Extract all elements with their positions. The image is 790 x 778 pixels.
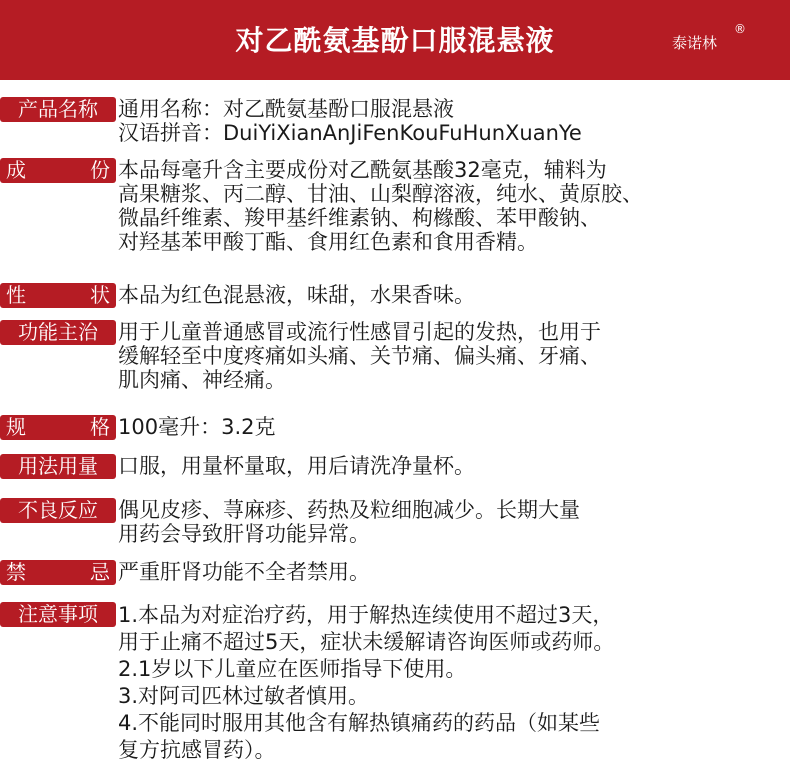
label-usage: 用法用量 xyxy=(0,454,116,479)
brand-logo-text: 泰诺林 xyxy=(672,34,718,52)
text-line: 复方抗感冒药）。 xyxy=(118,738,276,762)
label-char: 忌 xyxy=(90,560,110,584)
content-appearance xyxy=(118,283,786,307)
content-ingredients xyxy=(118,158,786,254)
header-banner xyxy=(0,0,790,80)
label-char: 规 xyxy=(6,415,26,439)
content-contraindications xyxy=(118,560,786,584)
label-char: 格 xyxy=(90,415,110,439)
content-precautions xyxy=(118,602,786,764)
label-char: 成 xyxy=(6,158,26,182)
label-char: 性 xyxy=(6,283,26,307)
text-line: 口服，用量杯量取，用后请洗净量杯。 xyxy=(118,454,475,478)
text-line: 偶见皮疹、荨麻疹、药热及粒细胞减少。长期大量 xyxy=(118,498,580,522)
content-specification xyxy=(118,415,786,439)
label-contraindications xyxy=(0,560,116,585)
label-specification xyxy=(0,415,116,440)
text-line: 4.不能同时服用其他含有解热镇痛药的药品（如某些 xyxy=(118,711,601,735)
label-appearance xyxy=(0,283,116,308)
label-ingredients xyxy=(0,158,116,183)
label-adverse-reactions: 不良反应 xyxy=(0,498,116,523)
text-line: 通用名称：对乙酰氨基酚口服混悬液 xyxy=(118,97,454,121)
text-line: 肌肉痛、神经痛。 xyxy=(118,368,286,392)
registered-mark: ® xyxy=(734,22,746,36)
text-line: 用药会导致肝肾功能异常。 xyxy=(118,522,370,546)
text-line: 1.本品为对症治疗药，用于解热连续使用不超过3天， xyxy=(118,603,614,627)
content-usage xyxy=(118,454,786,478)
label-precautions: 注意事项 xyxy=(0,602,116,627)
label-char: 份 xyxy=(90,158,110,182)
text-line: 用于止痛不超过5天，症状未缓解请咨询医师或药师。 xyxy=(118,630,615,654)
product-title: 对乙酰氨基酚口服混悬液 xyxy=(235,24,555,57)
text-line: 2.1岁以下儿童应在医师指导下使用。 xyxy=(118,657,467,681)
text-line: 本品为红色混悬液，味甜，水果香味。 xyxy=(118,283,475,307)
text-line: 微晶纤维素、羧甲基纤维素钠、枸橼酸、苯甲酸钠、 xyxy=(118,206,601,230)
content-adverse-reactions xyxy=(118,498,786,546)
text-line: 缓解轻至中度疼痛如头痛、关节痛、偏头痛、牙痛、 xyxy=(118,344,601,368)
text-line: 严重肝肾功能不全者禁用。 xyxy=(118,560,370,584)
text-line: 用于儿童普通感冒或流行性感冒引起的发热，也用于 xyxy=(118,320,601,344)
content-product-name xyxy=(118,97,786,145)
label-product-name: 产品名称 xyxy=(0,97,116,122)
label-indications: 功能主治 xyxy=(0,320,116,345)
text-line: 本品每毫升含主要成份对乙酰氨基酸32毫克，辅料为 xyxy=(118,158,607,182)
text-line: 高果糖浆、丙二醇、甘油、山梨醇溶液，纯水、黄原胶、 xyxy=(118,182,643,206)
text-line: 3.对阿司匹林过敏者慎用。 xyxy=(118,684,370,708)
label-char: 禁 xyxy=(6,560,26,584)
text-line: 对羟基苯甲酸丁酯、食用红色素和食用香精。 xyxy=(118,230,538,254)
label-char: 状 xyxy=(90,283,110,307)
text-line: 100毫升：3.2克 xyxy=(118,415,276,439)
content-indications xyxy=(118,320,786,392)
text-line: 汉语拼音：DuiYiXianAnJiFenKouFuHunXuanYe xyxy=(118,121,582,145)
